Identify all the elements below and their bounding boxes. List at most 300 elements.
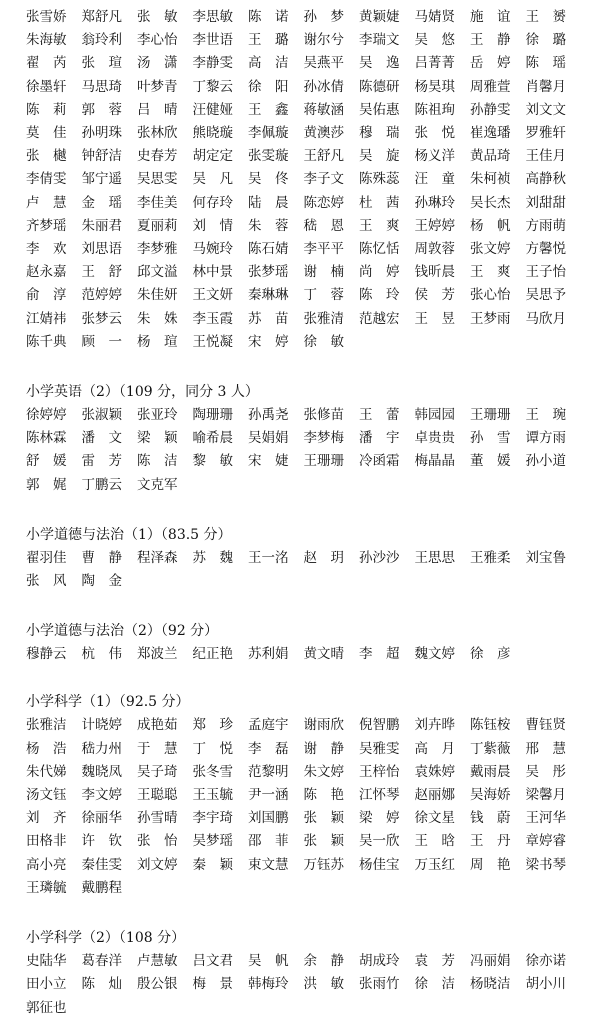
person-name: 穆静云 xyxy=(26,646,67,663)
person-name: 陈 艳 xyxy=(303,787,344,804)
person-name: 高静秋 xyxy=(525,171,566,188)
person-name: 嵇力州 xyxy=(81,740,122,757)
person-name: 杭 伟 xyxy=(81,646,122,663)
person-name: 吴一欣 xyxy=(359,833,400,850)
person-name: 徐 敏 xyxy=(303,333,344,350)
person-name: 李文婷 xyxy=(81,787,122,804)
person-name: 潘 文 xyxy=(81,430,122,447)
person-name: 苏利娟 xyxy=(248,646,289,663)
person-name: 范婷婷 xyxy=(81,287,122,304)
person-name: 张淑颖 xyxy=(81,407,122,424)
person-name: 许 钦 xyxy=(81,833,122,850)
person-name: 王一洺 xyxy=(248,549,289,566)
person-name: 翁玲利 xyxy=(81,32,122,49)
person-name: 李子文 xyxy=(303,171,344,188)
person-name: 朱文婷 xyxy=(303,763,344,780)
person-name: 吴海娇 xyxy=(470,787,511,804)
person-name: 钟舒洁 xyxy=(81,148,122,165)
person-name: 程泽森 xyxy=(137,549,178,566)
person-name: 吴 凡 xyxy=(192,171,233,188)
person-name: 徐 阳 xyxy=(248,78,289,95)
person-name: 万钰苏 xyxy=(303,856,344,873)
person-name: 翟 芮 xyxy=(26,55,67,72)
person-name: 王璘毓 xyxy=(26,879,67,896)
person-name: 莫 佳 xyxy=(26,125,67,142)
person-name: 朱海敏 xyxy=(26,32,67,49)
person-name: 于 慧 xyxy=(137,740,178,757)
person-name: 丁 蓉 xyxy=(303,287,344,304)
person-name: 王河华 xyxy=(525,810,566,827)
person-name: 秦琳琳 xyxy=(248,287,289,304)
person-name: 钱昕晨 xyxy=(414,264,455,281)
person-name: 孙沙沙 xyxy=(359,549,400,566)
person-name: 吴 佟 xyxy=(248,171,289,188)
person-name: 洪 敏 xyxy=(303,976,344,993)
person-name: 邢 慧 xyxy=(525,740,566,757)
person-name: 吴娟娟 xyxy=(248,430,289,447)
person-name: 吴梦瑶 xyxy=(192,833,233,850)
person-name: 江婧祎 xyxy=(26,310,67,327)
person-name: 徐墨轩 xyxy=(26,78,67,95)
person-name: 赵 玥 xyxy=(303,549,344,566)
person-name: 马思琦 xyxy=(81,78,122,95)
person-name: 黄文晴 xyxy=(303,646,344,663)
person-name: 王 昱 xyxy=(414,310,455,327)
person-name: 喻希晨 xyxy=(192,430,233,447)
person-name: 丁紫薇 xyxy=(470,740,511,757)
person-name: 李静雯 xyxy=(192,55,233,72)
person-name: 夏丽莉 xyxy=(137,217,178,234)
person-name: 马婧贤 xyxy=(414,9,455,25)
person-name: 倪智鹏 xyxy=(359,717,400,734)
person-name: 徐丽华 xyxy=(81,810,122,827)
person-name: 董 媛 xyxy=(470,453,511,470)
person-name: 杨 瑄 xyxy=(137,333,178,350)
person-name: 刘文文 xyxy=(525,101,566,118)
person-name: 高小亮 xyxy=(26,856,67,873)
person-name: 周 艳 xyxy=(470,856,511,873)
person-name: 王 晗 xyxy=(414,833,455,850)
person-name: 王文妍 xyxy=(192,287,233,304)
person-name: 徐亦诺 xyxy=(525,953,566,970)
person-name: 苏 魏 xyxy=(192,549,233,566)
person-name: 张亚玲 xyxy=(137,407,178,424)
section-spacer xyxy=(26,666,581,691)
person-name: 章婷睿 xyxy=(525,833,566,850)
person-name: 吴 彤 xyxy=(525,763,566,780)
person-name: 王 璐 xyxy=(248,32,289,49)
person-name: 崔逸璠 xyxy=(470,125,511,142)
section-spacer xyxy=(26,593,581,620)
person-name: 李瑞文 xyxy=(359,32,400,49)
person-name: 陈祖珣 xyxy=(414,101,455,118)
person-name: 王 爽 xyxy=(359,217,400,234)
person-name: 吴 帆 xyxy=(248,953,289,970)
person-name: 韩梅玲 xyxy=(248,976,289,993)
person-name: 陶 金 xyxy=(81,573,122,590)
person-name: 谢 楠 xyxy=(303,264,344,281)
person-name: 曹钰贤 xyxy=(525,717,566,734)
person-name: 马欣月 xyxy=(525,310,566,327)
name-list xyxy=(26,404,581,497)
person-name: 陈 玲 xyxy=(359,287,400,304)
person-name: 李佩璇 xyxy=(248,125,289,142)
person-name: 张林欣 xyxy=(137,125,178,142)
person-name: 梁 婷 xyxy=(359,810,400,827)
person-name: 孙冰倩 xyxy=(303,78,344,95)
person-name: 朱代娣 xyxy=(26,763,67,780)
person-name: 王珊珊 xyxy=(470,407,511,424)
person-name: 张雪娇 xyxy=(26,9,67,25)
person-name: 曹 静 xyxy=(81,549,122,566)
person-name: 赵永嘉 xyxy=(26,264,67,281)
person-name: 张 风 xyxy=(26,573,67,590)
person-name: 张冬雪 xyxy=(192,763,233,780)
person-name: 刘思语 xyxy=(81,241,122,258)
person-name: 李世语 xyxy=(192,32,233,49)
person-name: 史陆华 xyxy=(26,953,67,970)
person-name: 李宇琦 xyxy=(192,810,233,827)
person-name: 韩园园 xyxy=(414,407,455,424)
person-name: 孙静雯 xyxy=(470,101,511,118)
person-name: 郑 珍 xyxy=(192,717,233,734)
person-name: 李平平 xyxy=(303,241,344,258)
person-name: 张修苗 xyxy=(303,407,344,424)
person-name: 陈 瑶 xyxy=(525,55,566,72)
person-name: 郑舒凡 xyxy=(81,9,122,25)
person-name: 王 琬 xyxy=(525,407,566,424)
person-name: 方馨悦 xyxy=(525,241,566,258)
person-name: 孙 雪 xyxy=(470,430,511,447)
person-name: 史春芳 xyxy=(137,148,178,165)
person-name: 梁 颖 xyxy=(137,430,178,447)
person-name: 汪 童 xyxy=(414,171,455,188)
person-name: 陈 莉 xyxy=(26,101,67,118)
person-name: 王舒凡 xyxy=(303,148,344,165)
person-name: 孟庭宇 xyxy=(248,717,289,734)
person-name: 黄颖婕 xyxy=(359,9,400,25)
person-name: 王聪聪 xyxy=(137,787,178,804)
person-name: 徐文星 xyxy=(414,810,455,827)
name-list xyxy=(26,643,581,666)
person-name: 田格非 xyxy=(26,833,67,850)
person-name: 张 樾 xyxy=(26,148,67,165)
person-name: 胡成玲 xyxy=(359,953,400,970)
person-name: 王佳月 xyxy=(525,148,566,165)
person-name: 魏晓凤 xyxy=(81,763,122,780)
person-name: 梁书琴 xyxy=(525,856,566,873)
person-name: 王玉毓 xyxy=(192,787,233,804)
person-name: 翟羽佳 xyxy=(26,549,67,566)
person-name: 方雨萌 xyxy=(525,217,566,234)
person-name: 卢慧敏 xyxy=(137,953,178,970)
person-name: 张文婷 xyxy=(470,241,511,258)
person-name: 张 怡 xyxy=(137,833,178,850)
section-heading: 小学科学（2）（108 分） xyxy=(26,930,186,947)
person-name: 朱丽君 xyxy=(81,217,122,234)
person-name: 舒 媛 xyxy=(26,453,67,470)
person-name: 王 鑫 xyxy=(248,101,289,118)
person-name: 汪健娅 xyxy=(192,101,233,118)
person-name: 罗雅轩 xyxy=(525,125,566,142)
person-name: 秦 颖 xyxy=(192,856,233,873)
person-name: 李心怡 xyxy=(137,32,178,49)
person-name: 吴思予 xyxy=(525,287,566,304)
person-name: 郑波兰 xyxy=(137,646,178,663)
person-name: 金 瑶 xyxy=(81,194,122,211)
person-name: 王 丹 xyxy=(470,833,511,850)
person-name: 雷 芳 xyxy=(81,453,122,470)
person-name: 陆 晨 xyxy=(248,194,289,211)
person-name: 吴 旋 xyxy=(359,148,400,165)
person-name: 刘卉晔 xyxy=(414,717,455,734)
person-name: 胡小川 xyxy=(525,976,566,993)
person-name: 顾 一 xyxy=(81,333,122,350)
person-name: 吴长杰 xyxy=(470,194,511,211)
person-name: 陈 灿 xyxy=(81,976,122,993)
person-name: 王子怡 xyxy=(525,264,566,281)
person-name: 魏文婷 xyxy=(414,646,455,663)
person-name: 杨义洋 xyxy=(414,148,455,165)
person-name: 杨佳宝 xyxy=(359,856,400,873)
person-name: 王珊珊 xyxy=(303,453,344,470)
person-name: 王 爽 xyxy=(470,264,511,281)
person-name: 熊晓璇 xyxy=(192,125,233,142)
person-name: 谢 静 xyxy=(303,740,344,757)
person-name: 苏 苗 xyxy=(248,310,289,327)
person-name: 刘国鹏 xyxy=(248,810,289,827)
person-name: 卢 慧 xyxy=(26,194,67,211)
person-name: 文克军 xyxy=(137,476,178,493)
person-name: 张梦瑶 xyxy=(248,264,289,281)
person-name: 李佳美 xyxy=(137,194,178,211)
person-name: 余 静 xyxy=(303,953,344,970)
person-name: 邹宁遥 xyxy=(81,171,122,188)
person-name: 尹一涵 xyxy=(248,787,289,804)
person-name: 朱柯祯 xyxy=(470,171,511,188)
person-name: 马婉玲 xyxy=(192,241,233,258)
person-name: 殷公银 xyxy=(137,976,178,993)
person-name: 江怀琴 xyxy=(359,787,400,804)
person-name: 黎 敏 xyxy=(192,453,233,470)
person-name: 刘宝鲁 xyxy=(525,549,566,566)
person-name: 杨晓洁 xyxy=(470,976,511,993)
person-name: 范黎明 xyxy=(248,763,289,780)
person-name: 潘 宇 xyxy=(359,430,400,447)
person-name: 郭 娓 xyxy=(26,476,67,493)
person-name: 冯丽娟 xyxy=(470,953,511,970)
person-name: 刘 齐 xyxy=(26,810,67,827)
person-name: 张梦云 xyxy=(81,310,122,327)
person-name: 李梦梅 xyxy=(303,430,344,447)
section-heading: 小学科学（1）（92.5 分） xyxy=(26,694,190,711)
section-heading: 小学道德与法治（2）（92 分） xyxy=(26,623,219,640)
person-name: 吕文君 xyxy=(192,953,233,970)
person-name: 朱佳妍 xyxy=(137,287,178,304)
person-name: 陈殊蕊 xyxy=(359,171,400,188)
person-name: 孙琳玲 xyxy=(414,194,455,211)
person-name: 孙小道 xyxy=(525,453,566,470)
person-name: 黄品琦 xyxy=(470,148,511,165)
person-name: 陈忆恬 xyxy=(359,241,400,258)
person-name: 孙雪晴 xyxy=(137,810,178,827)
person-name: 汤文钰 xyxy=(26,787,67,804)
person-name: 李梦雅 xyxy=(137,241,178,258)
person-name: 张 颖 xyxy=(303,833,344,850)
person-name: 戴鹏程 xyxy=(81,879,122,896)
person-name: 何存玲 xyxy=(192,194,233,211)
name-list xyxy=(26,950,581,1020)
person-name: 陈千典 xyxy=(26,333,67,350)
person-name: 徐 彦 xyxy=(470,646,511,663)
section-heading: 小学英语（2）（109 分，同分 3 人） xyxy=(26,384,259,401)
person-name: 嵇 恩 xyxy=(303,217,344,234)
person-name: 王悦凝 xyxy=(192,333,233,350)
name-list xyxy=(26,547,581,593)
person-name: 束文慧 xyxy=(248,856,289,873)
section-spacer xyxy=(26,497,581,524)
person-name: 杨 浩 xyxy=(26,740,67,757)
person-name: 陈恋婷 xyxy=(303,194,344,211)
person-name: 张 悦 xyxy=(414,125,455,142)
person-name: 丁黎云 xyxy=(192,78,233,95)
person-name: 吴思雯 xyxy=(137,171,178,188)
person-name: 徐婷婷 xyxy=(26,407,67,424)
person-name: 袁姝婷 xyxy=(414,763,455,780)
person-name: 计晓婷 xyxy=(81,717,122,734)
person-name: 冷函霜 xyxy=(359,453,400,470)
person-name: 杨昊琪 xyxy=(414,78,455,95)
person-name: 蒋敏涵 xyxy=(303,101,344,118)
person-name: 吴子琦 xyxy=(137,763,178,780)
person-name: 陈 洁 xyxy=(137,453,178,470)
person-name: 高 月 xyxy=(414,740,455,757)
person-name: 谢尔兮 xyxy=(303,32,344,49)
person-name: 谭方雨 xyxy=(525,430,566,447)
person-name: 梅晶晶 xyxy=(414,453,455,470)
person-name: 王梦雨 xyxy=(470,310,511,327)
person-name: 陈林霖 xyxy=(26,430,67,447)
person-name: 黄澳莎 xyxy=(303,125,344,142)
person-name: 梁馨月 xyxy=(525,787,566,804)
person-name: 李 欢 xyxy=(26,241,67,258)
person-name: 吕菁菁 xyxy=(414,55,455,72)
person-name: 周敦蓉 xyxy=(414,241,455,258)
person-name: 李倩雯 xyxy=(26,171,67,188)
person-name: 徐 洁 xyxy=(414,976,455,993)
person-name: 张雅洁 xyxy=(26,717,67,734)
person-name: 张心怡 xyxy=(470,287,511,304)
person-name: 邱文溢 xyxy=(137,264,178,281)
person-name: 赵丽娜 xyxy=(414,787,455,804)
person-name: 胡定定 xyxy=(192,148,233,165)
person-name: 俞 淳 xyxy=(26,287,67,304)
person-name: 肖馨月 xyxy=(525,78,566,95)
person-name: 李 超 xyxy=(359,646,400,663)
person-name: 谢雨欣 xyxy=(303,717,344,734)
person-name: 葛春洋 xyxy=(81,953,122,970)
person-name: 王思思 xyxy=(414,549,455,566)
person-name: 王婷婷 xyxy=(414,217,455,234)
person-name: 陈钰桉 xyxy=(470,717,511,734)
person-name: 吴 逸 xyxy=(359,55,400,72)
person-name: 孙禹尧 xyxy=(248,407,289,424)
person-name: 郭 蓉 xyxy=(81,101,122,118)
person-name: 丁鹏云 xyxy=(81,476,122,493)
person-name: 袁 芳 xyxy=(414,953,455,970)
section-spacer xyxy=(26,900,581,927)
person-name: 岳 婷 xyxy=(470,55,511,72)
person-name: 陶珊珊 xyxy=(192,407,233,424)
person-name: 李思敏 xyxy=(192,9,233,25)
person-name: 张 颖 xyxy=(303,810,344,827)
person-name: 林中景 xyxy=(192,264,233,281)
person-name: 叶梦青 xyxy=(137,78,178,95)
person-name: 梅 景 xyxy=(192,976,233,993)
person-name: 高 洁 xyxy=(248,55,289,72)
name-list xyxy=(26,714,581,900)
person-name: 王 静 xyxy=(470,32,511,49)
person-name: 钱 蔚 xyxy=(470,810,511,827)
person-name: 杜 茜 xyxy=(359,194,400,211)
person-name: 秦佳雯 xyxy=(81,856,122,873)
person-name: 吕 晴 xyxy=(137,101,178,118)
person-name: 吴佑惠 xyxy=(359,101,400,118)
person-name: 宋 婷 xyxy=(248,333,289,350)
person-name: 陈德研 xyxy=(359,78,400,95)
person-name: 尚 婷 xyxy=(359,264,400,281)
person-name: 吴雅雯 xyxy=(359,740,400,757)
person-name: 王雅柔 xyxy=(470,549,511,566)
person-name: 吴 悠 xyxy=(414,32,455,49)
person-name: 齐梦瑶 xyxy=(26,217,67,234)
person-name: 刘文婷 xyxy=(137,856,178,873)
person-name: 张 敏 xyxy=(137,9,178,25)
name-list xyxy=(26,6,581,354)
person-name: 王 赟 xyxy=(525,9,566,25)
person-name: 周雅萱 xyxy=(470,78,511,95)
person-name: 刘 情 xyxy=(192,217,233,234)
person-name: 成艳茹 xyxy=(137,717,178,734)
person-name: 宋 婕 xyxy=(248,453,289,470)
person-name: 万玉红 xyxy=(414,856,455,873)
person-name: 陈 诺 xyxy=(248,9,289,25)
person-name: 田小立 xyxy=(26,976,67,993)
person-name: 杨 帆 xyxy=(470,217,511,234)
person-name: 孙 梦 xyxy=(303,9,344,25)
person-name: 徐 璐 xyxy=(525,32,566,49)
person-name: 施 谊 xyxy=(470,9,511,25)
person-name: 陈石婧 xyxy=(248,241,289,258)
person-name: 朱 蓉 xyxy=(248,217,289,234)
person-name: 邵 菲 xyxy=(248,833,289,850)
person-name: 王 蕾 xyxy=(359,407,400,424)
person-name: 穆 瑞 xyxy=(359,125,400,142)
section-heading: 小学道德与法治（1）（83.5 分） xyxy=(26,526,232,543)
person-name: 戴雨晨 xyxy=(470,763,511,780)
person-name: 朱 姝 xyxy=(137,310,178,327)
person-name: 张雨竹 xyxy=(359,976,400,993)
person-name: 侯 芳 xyxy=(414,287,455,304)
person-name: 张雅清 xyxy=(303,310,344,327)
person-name: 张雯璇 xyxy=(248,148,289,165)
person-name: 纪正艳 xyxy=(192,646,233,663)
person-name: 丁 悦 xyxy=(192,740,233,757)
section-spacer xyxy=(26,354,581,381)
person-name: 孙明珠 xyxy=(81,125,122,142)
person-name: 李玉霞 xyxy=(192,310,233,327)
person-name: 范越宏 xyxy=(359,310,400,327)
